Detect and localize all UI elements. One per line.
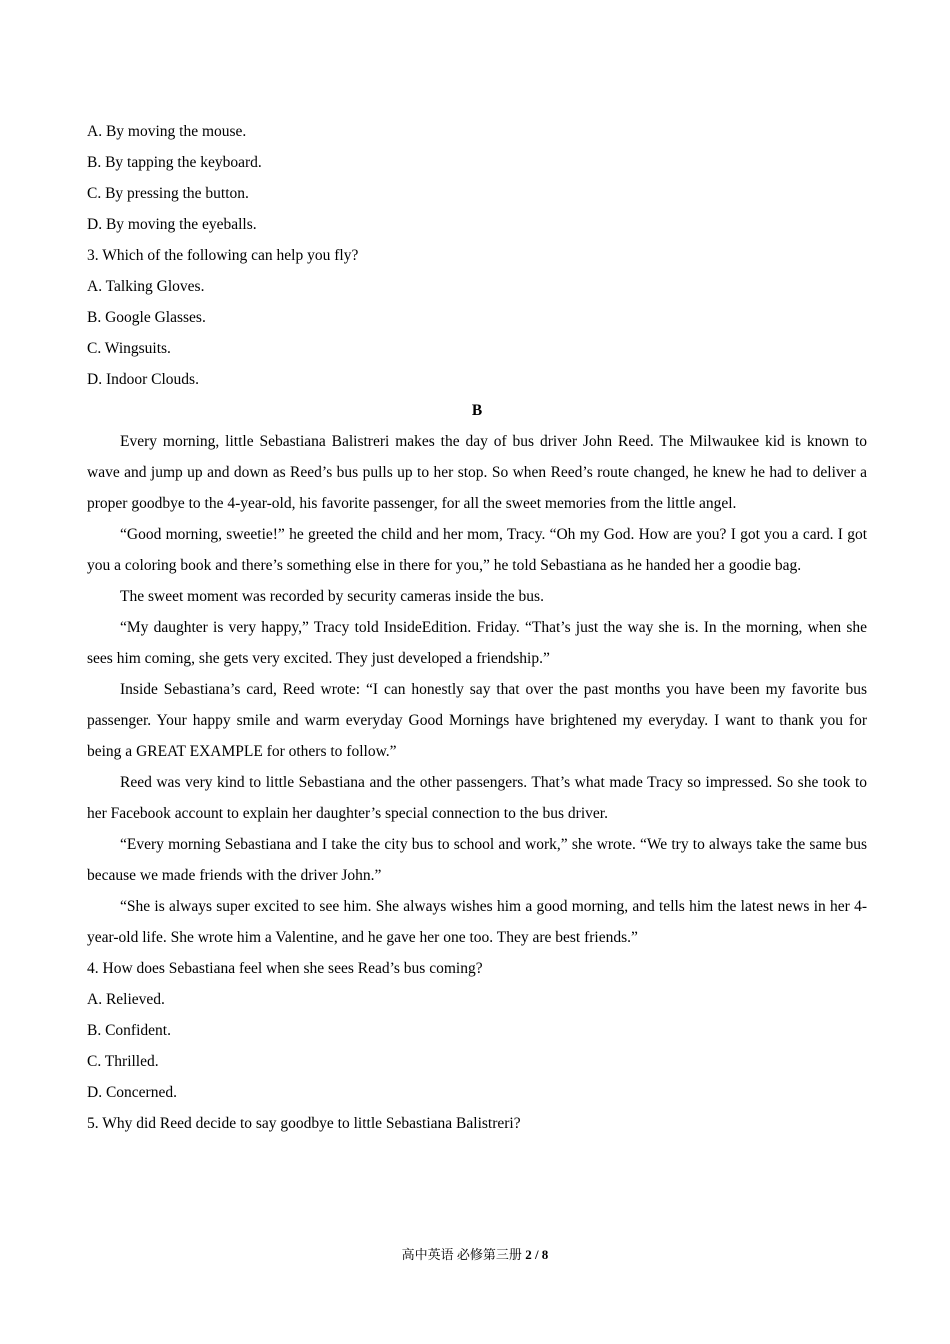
passage-paragraph: “Every morning Sebastiana and I take the city bus to school and work,” she wrote. “We try to always take the same bus because we made friends with the driver John.” — [87, 836, 867, 884]
q2-option-d: D. By moving the eyeballs. — [87, 216, 257, 233]
q2-option-c: C. By pressing the button. — [87, 185, 249, 202]
q4-option-b: B. Confident. — [87, 1022, 171, 1039]
q4-question: 4. How does Sebastiana feel when she sees Read’s bus coming? — [87, 960, 483, 977]
passage-paragraph: “My daughter is very happy,” Tracy told InsideEdition. Friday. “That’s just the way she is. In the morning, when she sees him coming, she gets very excited. They just developed a friendship.” — [87, 619, 867, 667]
q4-option-c: C. Thrilled. — [87, 1053, 159, 1070]
passage-paragraph: The sweet moment was recorded by security cameras inside the bus. — [120, 588, 544, 605]
passage-paragraph: “She is always super excited to see him. She always wishes him a good morning, and tells him the latest news in her 4-year-old life. She wrote him a Valentine, and he gave her one too. They are best friends.” — [87, 898, 867, 946]
q3-option-b: B. Google Glasses. — [87, 309, 206, 326]
passage-paragraph: Every morning, little Sebastiana Balistreri makes the day of bus driver John Reed. The Milwaukee kid is known to wave and jump up and down as Reed’s bus pulls up to her stop. So when Reed’s route changed, he knew he had to deliver a proper goodbye to the 4-year-old, his favorite passenger, for all the sweet memories from the little angel. — [87, 433, 867, 512]
q3-option-c: C. Wingsuits. — [87, 340, 171, 357]
document-body — [87, 116, 867, 1139]
q2-option-b: B. By tapping the keyboard. — [87, 154, 262, 171]
page-footer — [0, 1245, 950, 1265]
q3-question: 3. Which of the following can help you fly? — [87, 247, 359, 264]
passage-paragraph: Reed was very kind to little Sebastiana and the other passengers. That’s what made Tracy so impressed. So she took to her Facebook account to explain her daughter’s special connection to the bus driver. — [87, 774, 867, 822]
passage-paragraph: Inside Sebastiana’s card, Reed wrote: “I can honestly say that over the past months you have been my favorite bus passenger. Your happy smile and warm everyday Good Mornings have brightened my everyday. I want to thank you for being a GREAT EXAMPLE for others to follow.” — [87, 681, 867, 760]
q5-question: 5. Why did Reed decide to say goodbye to little Sebastiana Balistreri? — [87, 1115, 521, 1132]
q2-option-a: A. By moving the mouse. — [87, 123, 247, 140]
passage-paragraph: “Good morning, sweetie!” he greeted the child and her mom, Tracy. “Oh my God. How are you? I got you a card. I got you a coloring book and there’s something else in there for you,” he told Sebastiana as he handed her a goodie bag. — [87, 526, 867, 574]
q3-option-a: A. Talking Gloves. — [87, 278, 205, 295]
page-number: 2 / 8 — [525, 1247, 549, 1262]
footer-title: 高中英语 必修第三册 — [401, 1247, 526, 1262]
q4-option-d: D. Concerned. — [87, 1084, 177, 1101]
q3-option-d: D. Indoor Clouds. — [87, 371, 199, 388]
q4-option-a: A. Relieved. — [87, 991, 165, 1008]
section-b-heading: B — [471, 402, 483, 419]
